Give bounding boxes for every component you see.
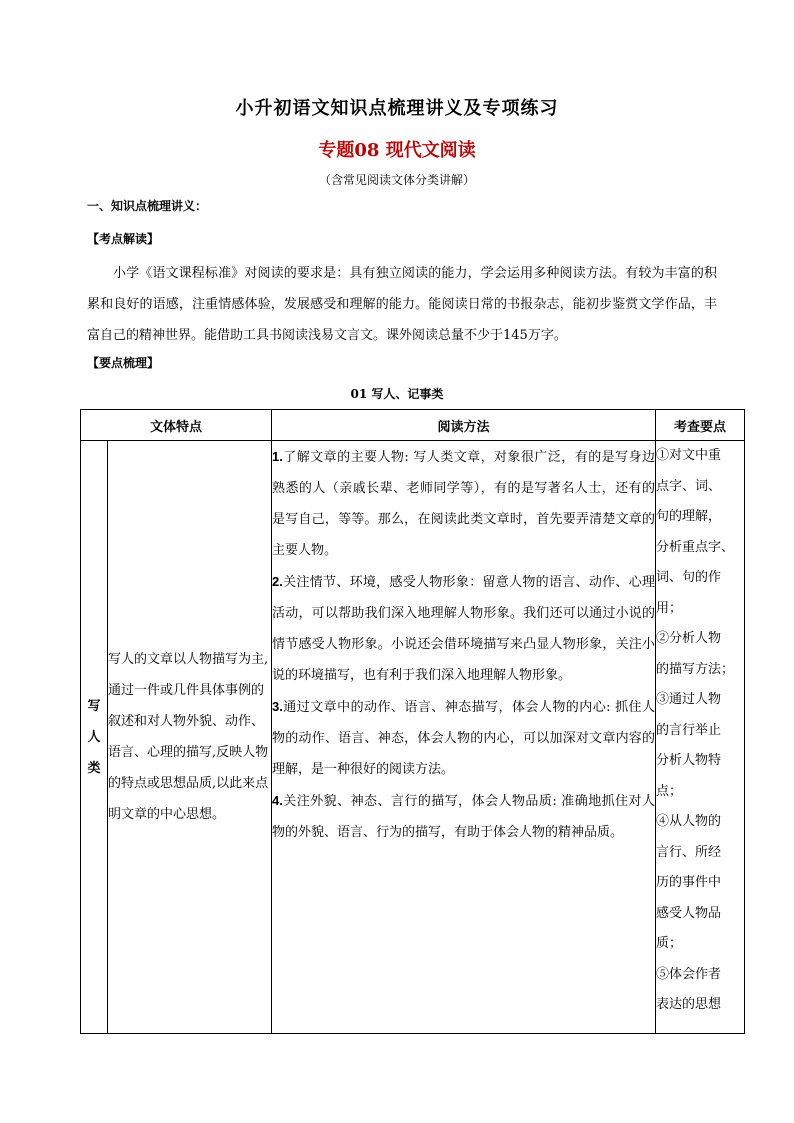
point-line: 感受人物品 — [656, 905, 722, 921]
table-header-row — [81, 410, 745, 441]
point-line: 历的事件中 — [656, 875, 722, 890]
point-line: ①对文中重 — [656, 448, 722, 463]
header-features: 文体特点 — [81, 410, 272, 441]
method-number: 3. — [272, 699, 283, 714]
header-methods: 阅读方法 — [272, 410, 656, 441]
point-line: 的言行举止 — [656, 722, 722, 738]
section-heading: 一、知识点梳理讲义： — [87, 199, 208, 213]
kaodian-paragraph: 小学《语文课程标准》对阅读的要求是：具有独立阅读的能力，学会运用多种阅读方法。有较为丰富的积累和良好的语感，注重情感体验，发展感受和理解的能力。能阅读日常的书报杂志，能初步鉴赏文学作品，丰富自己的精神世界。能借助工具书阅读浅易文言文。课外阅读总量不少于145万字。 — [87, 266, 717, 343]
method-number: 1. — [272, 449, 283, 464]
document-title: 小升初语文知识点梳理讲义及专项练习 — [235, 98, 559, 119]
point-line: 点字、词、 — [656, 478, 722, 494]
method-number: 2. — [272, 574, 283, 589]
header-points: 考查要点 — [656, 410, 745, 441]
method-text: 了解文章的主要人物: 写人类文章，对象很广泛，有的是写身边熟悉的人（亲戚长辈、老师同学等），有的是写著名人士，还有的是写自己，等等。那么，在阅读此类文章时，首先要弄清楚文章的主要人物。 — [272, 450, 656, 558]
reading-table — [80, 409, 745, 1034]
point-line: 质； — [656, 936, 683, 951]
point-line: 词、句的作 — [656, 570, 722, 585]
point-line: ③通过人物 — [656, 692, 722, 707]
method-text: 关注外貌、神态、言行的描写，体会人物品质: 准确地抓住对人物的外貌、语言、行为的描写，有助于体会人物的精神品质。 — [272, 794, 656, 840]
point-line: ④从人物的 — [656, 814, 722, 829]
point-line: ⑤体会作者 — [656, 966, 722, 982]
method-item — [272, 566, 655, 691]
point-line: 分析人物特 — [656, 753, 722, 768]
point-line: 句的理解， — [656, 509, 722, 524]
point-line: 的描写方法； — [656, 661, 735, 677]
table-caption: 01 写人、记事类 — [350, 387, 444, 401]
topic-title: 专题08 现代文阅读 — [318, 140, 476, 161]
topic-subnote: （含常见阅读文体分类讲解） — [318, 173, 475, 187]
method-text: 关注情节、环境，感受人物形象：留意人物的语言、动作、心理活动，可以帮助我们深入地理解人物形象。我们还可以通过小说的情节感受人物形象。小说还会借环境描写来凸显人物形象，关注小说的环境描写，也有利于我们深入地理解人物形象。 — [272, 575, 656, 683]
point-line: 点； — [656, 783, 683, 799]
method-item — [272, 441, 655, 566]
method-item — [272, 785, 655, 848]
category-cell — [81, 441, 108, 1034]
point-line: 分析重点字、 — [656, 539, 735, 555]
method-text: 通过文章中的动作、语言、神态描写，体会人物的内心: 抓住人物的动作、语言、神态，体会人物的内心，可以加深对文章内容的理解，是一种很好的阅读方法。 — [272, 700, 656, 777]
methods-cell — [272, 441, 656, 1034]
category-char: 写 — [87, 698, 101, 714]
points-cell — [656, 441, 745, 1034]
category-char: 人 — [87, 729, 101, 745]
yaodian-heading: 【要点梳理】 — [87, 356, 160, 370]
category-char: 类 — [87, 760, 101, 776]
table-row — [81, 441, 745, 1034]
method-number: 4. — [272, 793, 283, 808]
point-line: ②分析人物 — [656, 631, 722, 646]
features-cell: 写人的文章以人物描写为主,通过一件或几件具体事例的叙述和对人物外貌、动作、语言、心理的描写,反映人物的特点或思想品质,以此来点明文章的中心思想。 — [108, 441, 272, 1034]
method-item — [272, 691, 655, 785]
point-line: 言行、所经 — [656, 844, 722, 860]
kaodian-heading: 【考点解读】 — [87, 232, 160, 246]
point-line: 用； — [656, 600, 683, 616]
point-line: 表达的思想 — [656, 997, 722, 1012]
